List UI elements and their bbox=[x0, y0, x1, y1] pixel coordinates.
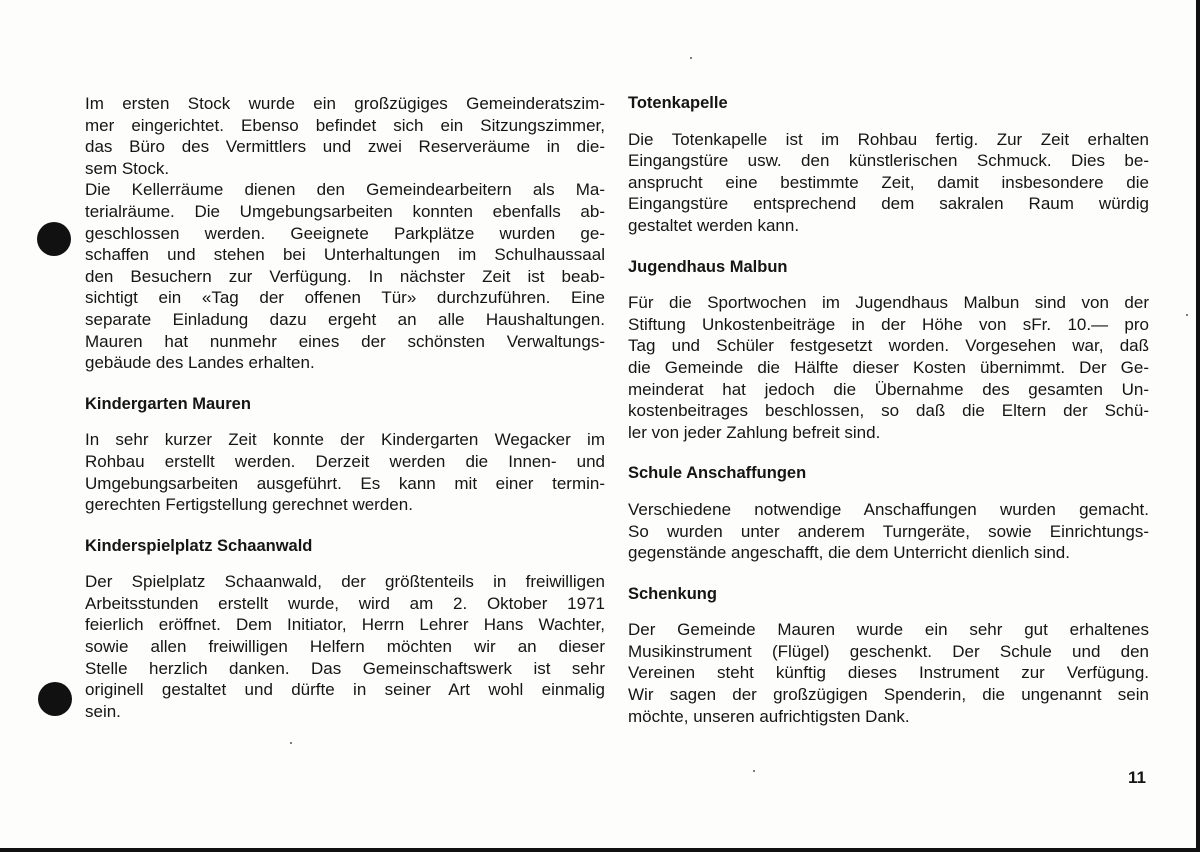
left-column bbox=[85, 93, 605, 722]
text-line: separate Einladung dazu ergeht an alle Haushaltungen. bbox=[85, 309, 605, 329]
text-line: So wurden unter anderem Turngeräte, sowie Einrichtungs- bbox=[628, 521, 1149, 541]
text-line: geschlossen werden. Geeignete Parkplätze wurden ge- bbox=[85, 223, 605, 243]
text-line: Eingangstüre entsprechend dem sakralen Raum würdig bbox=[628, 194, 1149, 214]
heading-totenkapelle: Totenkapelle bbox=[628, 94, 728, 112]
jugendhaus-paragraph bbox=[628, 292, 1149, 443]
text-line: möchte, unseren aufrichtigsten Dank. bbox=[628, 706, 910, 726]
text-line: Für die Sportwochen im Jugendhaus Malbun sind von der bbox=[628, 293, 1149, 313]
text-line: sichtigt ein «Tag der offenen Tür» durchzuführen. Eine bbox=[85, 288, 605, 308]
page-number: 11 bbox=[1128, 768, 1146, 787]
text-line: Tag und Schüler festgesetzt worden. Vorgesehen war, daß bbox=[628, 336, 1149, 356]
text-line: sein. bbox=[85, 701, 121, 721]
schule-paragraph bbox=[628, 499, 1149, 564]
text-line: Der Spielplatz Schaanwald, der größtenteils in freiwilligen bbox=[85, 572, 605, 592]
text-line: gegenstände angeschafft, die dem Unterricht dienlich sind. bbox=[628, 543, 1070, 563]
scan-speck bbox=[290, 742, 292, 744]
text-line: Musikinstrument (Flügel) geschenkt. Der Schule und den bbox=[628, 641, 1149, 661]
text-line: terialräume. Die Umgebungsarbeiten konnten ebenfalls ab- bbox=[85, 201, 605, 221]
text-line: originell gestaltet und dürfte in seiner Art wohl einmalig bbox=[85, 680, 605, 700]
text-line: ansprucht eine bestimmte Zeit, damit insbesondere die bbox=[628, 172, 1149, 192]
text-line: den Besuchern zur Verfügung. In nächster Zeit ist beab- bbox=[85, 266, 605, 286]
text-line: ler von jeder Zahlung befreit sind. bbox=[628, 422, 881, 442]
text-line: kostenbeitrages beschlossen, so daß die Eltern der Schü- bbox=[628, 401, 1149, 421]
text-line: mer eingerichtet. Ebenso befindet sich ein Sitzungszimmer, bbox=[85, 115, 605, 135]
text-line: gestaltet werden kann. bbox=[628, 215, 800, 235]
text-line: Eingangstüre usw. den künstlerischen Schmuck. Dies be- bbox=[628, 151, 1149, 171]
text-line: gebäude des Landes erhalten. bbox=[85, 353, 315, 373]
kindergarten-paragraph bbox=[85, 429, 605, 515]
text-line: die Gemeinde die Hälfte dieser Kosten übernimmt. Der Ge- bbox=[628, 357, 1149, 377]
punch-hole-bottom bbox=[38, 682, 72, 716]
text-line: In sehr kurzer Zeit konnte der Kindergarten Wegacker im bbox=[85, 430, 605, 450]
schenkung-paragraph bbox=[628, 619, 1149, 727]
heading-spielplatz: Kinderspielplatz Schaanwald bbox=[85, 536, 313, 555]
text-line: schaffen und stehen bei Unterhaltungen im Schulhaussaal bbox=[85, 245, 605, 265]
heading-kindergarten: Kindergarten Mauren bbox=[85, 394, 251, 413]
text-line: feierlich eröffnet. Dem Initiator, Herrn Lehrer Hans Wachter, bbox=[85, 615, 605, 635]
text-line: das Büro des Vermittlers und zwei Reserveräume in die- bbox=[85, 137, 605, 157]
scan-speck bbox=[1186, 314, 1188, 316]
text-line: Im ersten Stock wurde ein großzügiges Gemeinderatszim- bbox=[85, 94, 605, 113]
text-line: meinderat hat jedoch die Übernahme des gesamten Un- bbox=[628, 379, 1149, 399]
text-line: Stiftung Unkostenbeiträge in der Höhe von sFr. 10.— pro bbox=[628, 314, 1149, 334]
text-line: sowie allen freiwilligen Helfern möchten wir an dieser bbox=[85, 637, 605, 657]
text-line: Stelle herzlich danken. Das Gemeinschaftswerk ist sehr bbox=[85, 658, 605, 678]
text-line: gerechten Fertigstellung gerechnet werden. bbox=[85, 495, 413, 515]
text-line: sem Stock. bbox=[85, 158, 170, 178]
text-line: Rohbau erstellt werden. Derzeit werden die Innen- und bbox=[85, 451, 605, 471]
text-line: Der Gemeinde Mauren wurde ein sehr gut erhaltenes bbox=[628, 620, 1149, 640]
text-line: Vereinen steht künftig dieses Instrument zur Verfügung. bbox=[628, 663, 1149, 683]
totenkapelle-paragraph bbox=[628, 129, 1149, 237]
text-line: Verschiedene notwendige Anschaffungen wurden gemacht. bbox=[628, 499, 1149, 519]
intro-paragraph bbox=[85, 93, 605, 374]
text-line: Die Totenkapelle ist im Rohbau fertig. Zur Zeit erhalten bbox=[628, 129, 1149, 149]
spielplatz-paragraph bbox=[85, 571, 605, 722]
heading-schule: Schule Anschaffungen bbox=[628, 464, 807, 483]
heading-schenkung: Schenkung bbox=[628, 584, 717, 603]
right-column bbox=[628, 93, 1149, 727]
text-line: Umgebungsarbeiten ausgeführt. Es kann mit einer termin- bbox=[85, 473, 605, 493]
text-line: Wir sagen der großzügigen Spenderin, die ungenannt sein bbox=[628, 685, 1149, 705]
text-line: Die Kellerräume dienen den Gemeindearbeitern als Ma- bbox=[85, 180, 605, 200]
text-line: Mauren hat nunmehr eines der schönsten Verwaltungs- bbox=[85, 331, 605, 351]
punch-hole-top bbox=[37, 222, 71, 256]
heading-jugendhaus: Jugendhaus Malbun bbox=[628, 257, 788, 276]
scan-speck bbox=[753, 770, 755, 772]
text-line: Arbeitsstunden erstellt wurde, wird am 2. Oktober 1971 bbox=[85, 593, 605, 613]
scan-speck bbox=[690, 57, 692, 59]
